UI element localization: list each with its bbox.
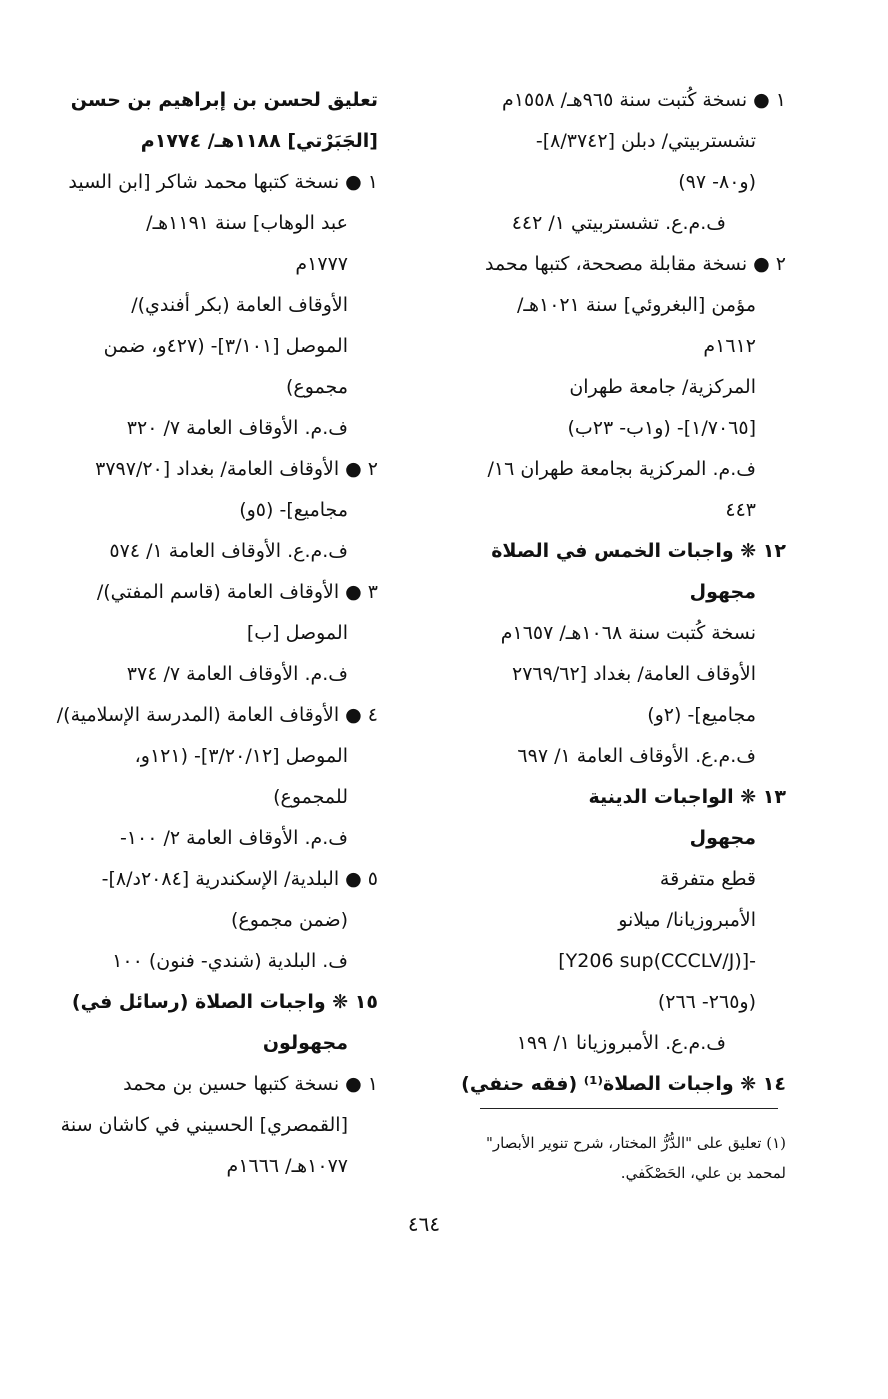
text-line: ف.م.ع. الأوقاف العامة ١/ ٦٩٧ bbox=[517, 745, 756, 767]
text-line: مؤمن [البغروئي] سنة ١٠٢١هـ/ bbox=[517, 294, 756, 316]
text-line: (ضمن مجموع) bbox=[230, 909, 348, 931]
text-line: الأوقاف العامة/ بغداد [٢٧٦٩/٦٢ bbox=[512, 663, 756, 685]
text-line: مجهول bbox=[689, 581, 756, 603]
text-line: ف.م. الأوقاف العامة ٧/ ٣٧٤ bbox=[126, 663, 348, 685]
right-column bbox=[442, 80, 786, 1105]
text-line: ٥ ● البلدية/ الإسكندرية [٢٠٨٤د/٨]- bbox=[101, 868, 378, 890]
text-line: ١٤ ❋ واجبات الصلاة⁽¹⁾ (فقه حنفي) bbox=[461, 1073, 786, 1095]
text-line: تعليق لحسن بن إبراهيم بن حسن bbox=[70, 89, 378, 111]
text-line: ٣ ● الأوقاف العامة (قاسم المفتي)/ bbox=[96, 581, 378, 603]
text-line: ١ ● نسخة كُتبت سنة ٩٦٥هـ/ ١٥٥٨م bbox=[502, 89, 786, 111]
text-line: -[(CCCLV/J)Y206 sup] bbox=[558, 950, 756, 972]
text-line: ١٧٧٧م bbox=[295, 253, 348, 275]
text-line: ١٣ ❋ الواجبات الدينية bbox=[588, 786, 786, 808]
text-line: ١٦١٢م bbox=[703, 335, 756, 357]
text-line: ف.م. الأوقاف العامة ٢/ ١٠٠- bbox=[119, 827, 348, 849]
footnote-line-1: (١) تعليق على "الدُّرُّ المختار، شرح تنوير الأبصار" bbox=[485, 1134, 786, 1152]
text-line: ف.م.ع. الأمبروزيانا ١/ ١٩٩ bbox=[516, 1032, 726, 1054]
text-line: ف.م.ع. تشستربيتي ١/ ٤٤٢ bbox=[511, 212, 726, 234]
text-line: المركزية/ جامعة طهران bbox=[569, 376, 756, 398]
footnote-divider bbox=[480, 1108, 778, 1109]
text-line: ف. البلدية (شندي- فنون) ١٠٠ bbox=[112, 950, 348, 972]
text-line: ١ ● نسخة كتبها محمد شاكر [ابن السيد bbox=[68, 171, 378, 193]
text-line: مجموع) bbox=[286, 376, 348, 398]
text-line: نسخة كُتبت سنة ١٠٦٨هـ/ ١٦٥٧م bbox=[500, 622, 756, 644]
text-line: ٢ ● الأوقاف العامة/ بغداد [٣٧٩٧/٢٠ bbox=[95, 458, 378, 480]
text-line: ف.م. الأوقاف العامة ٧/ ٣٢٠ bbox=[126, 417, 348, 439]
text-line: ١ ● نسخة كتبها حسين بن محمد bbox=[123, 1073, 378, 1095]
text-line: الأمبروزيانا/ ميلانو bbox=[618, 909, 756, 931]
text-line: [الجَبَرْتي] ١١٨٨هـ/ ١٧٧٤م bbox=[140, 130, 378, 152]
text-line: ٤ ● الأوقاف العامة (المدرسة الإسلامية)/ bbox=[56, 704, 378, 726]
text-line: قطع متفرقة bbox=[659, 868, 756, 890]
footnote bbox=[440, 1128, 786, 1188]
text-line: الموصل [٣/٢٠/١٢]- (١٢١و، bbox=[134, 745, 348, 767]
text-line: الموصل [٣/١٠١]- (٤٢٧و، ضمن bbox=[103, 335, 348, 357]
text-line: (و٢٦٥- ٢٦٦) bbox=[657, 991, 756, 1013]
left-column bbox=[56, 80, 378, 1187]
text-line: مجاميع]- (٥و) bbox=[239, 499, 348, 521]
text-line: ف.م. المركزية بجامعة طهران ١٦/ bbox=[487, 458, 756, 480]
footnote-line-2: لمحمد بن علي، الحَصْكَفي. bbox=[620, 1164, 786, 1182]
text-line: ٢ ● نسخة مقابلة مصححة، كتبها محمد bbox=[484, 253, 786, 275]
text-line: [١/٧٠٦٥]- (و١ب- ٢٣ب) bbox=[567, 417, 756, 439]
text-line: تشستربيتي/ دبلن [٨/٣٧٤٢]- bbox=[535, 130, 756, 152]
text-line: عبد الوهاب] سنة ١١٩١هـ/ bbox=[146, 212, 348, 234]
text-line: ١٠٧٧هـ/ ١٦٦٦م bbox=[226, 1155, 348, 1177]
text-line: ١٥ ❋ واجبات الصلاة (رسائل في) bbox=[71, 991, 378, 1013]
text-line: [القمصري] الحسيني في كاشان سنة bbox=[60, 1114, 348, 1136]
text-line: ١٢ ❋ واجبات الخمس في الصلاة bbox=[491, 540, 786, 562]
text-line: ٤٤٣ bbox=[725, 499, 756, 521]
text-line: ف.م.ع. الأوقاف العامة ١/ ٥٧٤ bbox=[109, 540, 348, 562]
text-line: مجاميع]- (٢و) bbox=[647, 704, 756, 726]
page-number: ٤٦٤ bbox=[407, 1212, 441, 1236]
text-line: الموصل [ب] bbox=[246, 622, 348, 644]
text-line: للمجموع) bbox=[273, 786, 348, 808]
text-line: مجهولون bbox=[262, 1032, 348, 1054]
text-line: مجهول bbox=[689, 827, 756, 849]
text-line: الأوقاف العامة (بكر أفندي)/ bbox=[131, 294, 348, 316]
text-line: (و٨٠- ٩٧) bbox=[678, 171, 756, 193]
